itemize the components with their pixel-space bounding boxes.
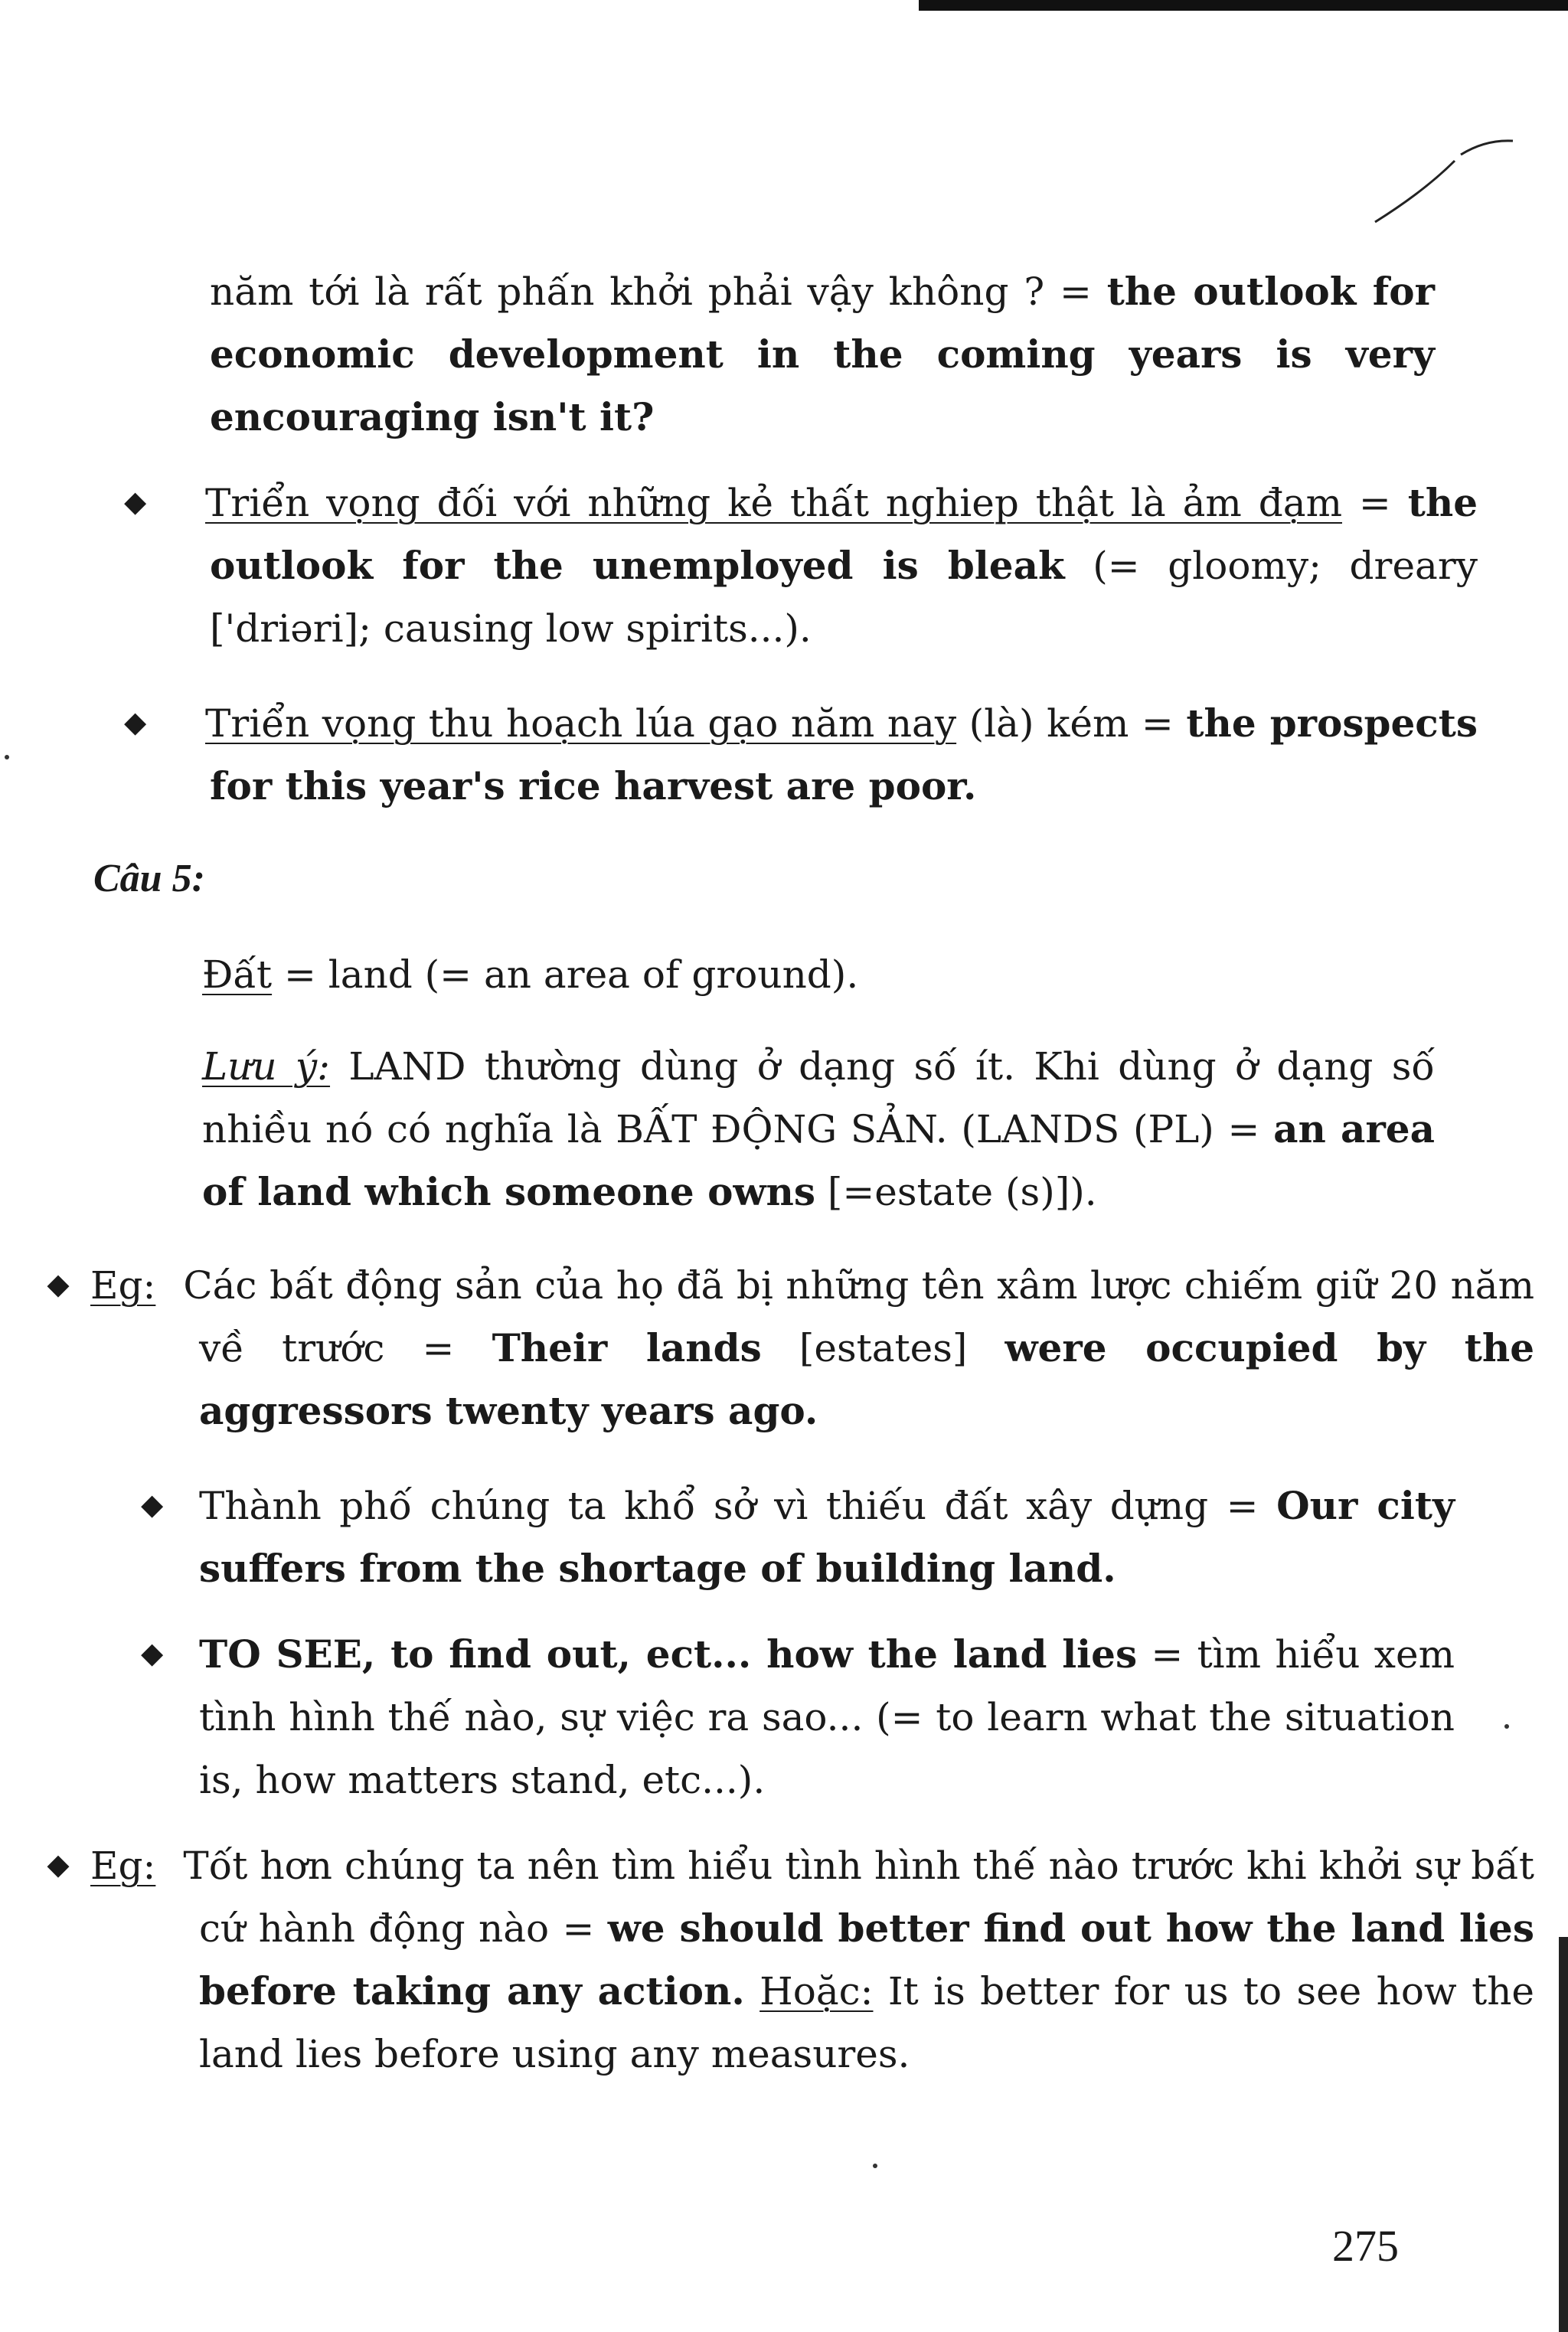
note-text: LAND thường dùng ở dạng số ít. Khi dùng ở dạng số nhiều nó có nghĩa là BẤT ĐỘNG SẢN. (LANDS (PL) =: [202, 1044, 1436, 1151]
b3-english: Our city suffers from the shortage of building land.: [199, 1483, 1455, 1591]
diamond-bullet-icon: ◆: [141, 1636, 164, 1670]
eg2-vietnamese: Tốt hơn chúng ta nên tìm hiểu tình hình thế nào trước khi khởi sự bất cứ hành động nào =: [183, 1844, 1534, 1951]
bullet-rice-harvest: [124, 691, 1478, 818]
eg2-or: Hoặc:: [760, 1969, 874, 2014]
note-label: Lưu ý:: [202, 1044, 331, 1089]
definition-line: [202, 943, 1435, 1006]
scan-top-edge: [919, 0, 1568, 11]
bullet-building-land: [141, 1473, 1455, 1600]
diamond-bullet-icon: ◆: [47, 1267, 70, 1301]
example-lands: [47, 1253, 1535, 1442]
note-tail: [=estate (s)]).: [815, 1170, 1097, 1214]
definition-term: Đất: [202, 952, 273, 997]
b3-vietnamese: Thành phố chúng ta khổ sở vì thiếu đất xây dựng =: [199, 1484, 1277, 1528]
definition-text: = land (= an area of ground).: [272, 952, 859, 997]
usage-note: [202, 1035, 1435, 1223]
bullet-outlook-unemployed: [124, 470, 1478, 660]
eg2-english: we should better find out how the land lies before taking any action.: [199, 1906, 1534, 2014]
stray-dot: [5, 755, 9, 759]
eg2-label: Eg:: [90, 1844, 156, 1888]
b4-vietnamese: = tìm hiểu xem tình hình thế nào, sự việc ra sao... (= to learn what the situation is, how matters stand, etc...).: [199, 1632, 1455, 1802]
scan-right-edge: [1559, 1937, 1568, 2332]
page-number: 275: [1332, 2221, 1399, 2271]
b4-english: TO SEE, to find out, ect... how the land lies: [199, 1631, 1138, 1677]
b1-note: (= gloomy; dreary ['driəri]; causing low spirits...).: [210, 544, 1478, 651]
diamond-bullet-icon: ◆: [124, 705, 147, 739]
eg1-english-a: Their lands: [492, 1325, 762, 1370]
b1-english: the outlook for the unemployed is bleak: [210, 480, 1478, 588]
b2-mid: (là) kém =: [956, 701, 1187, 746]
eg2-alternative: It is better for us to see how the land lies before using any measures.: [199, 1969, 1534, 2076]
diamond-bullet-icon: ◆: [141, 1488, 164, 1521]
b2-vietnamese: Triển vọng thu hoạch lúa gạo năm nay: [205, 701, 957, 746]
bullet-land-lies: [141, 1622, 1455, 1811]
eg1-estates: [estates]: [761, 1326, 1005, 1370]
eg1-vietnamese: Các bất động sản của họ đã bị những tên xâm lược chiếm giữ 20 năm về trước =: [183, 1263, 1534, 1370]
stray-dot: [873, 2164, 877, 2168]
b1-vietnamese: Triển vọng đối với những kẻ thất nghiep thật là ảm đạm: [205, 481, 1342, 525]
pen-stroke-mark: [1370, 130, 1516, 230]
eg1-label: Eg:: [90, 1263, 156, 1308]
eg1-english-b: were occupied by the aggressors twenty years ago.: [199, 1325, 1535, 1433]
note-english: an area of land which someone owns: [202, 1106, 1435, 1214]
intro-english: the outlook for economic development in the coming years is very encouraging isn't it?: [210, 269, 1435, 439]
stray-dot: [1504, 1724, 1509, 1729]
diamond-bullet-icon: ◆: [124, 485, 147, 518]
intro-vietnamese: năm tới là rất phấn khởi phải vậy không ? =: [210, 269, 1107, 314]
intro-paragraph: [210, 260, 1435, 449]
example-land-lies: [47, 1833, 1534, 2085]
section-heading: Câu 5:: [93, 857, 205, 900]
b1-equals: =: [1342, 481, 1408, 525]
b2-english: the prospects for this year's rice harvest are poor.: [210, 701, 1478, 808]
diamond-bullet-icon: ◆: [47, 1847, 70, 1881]
